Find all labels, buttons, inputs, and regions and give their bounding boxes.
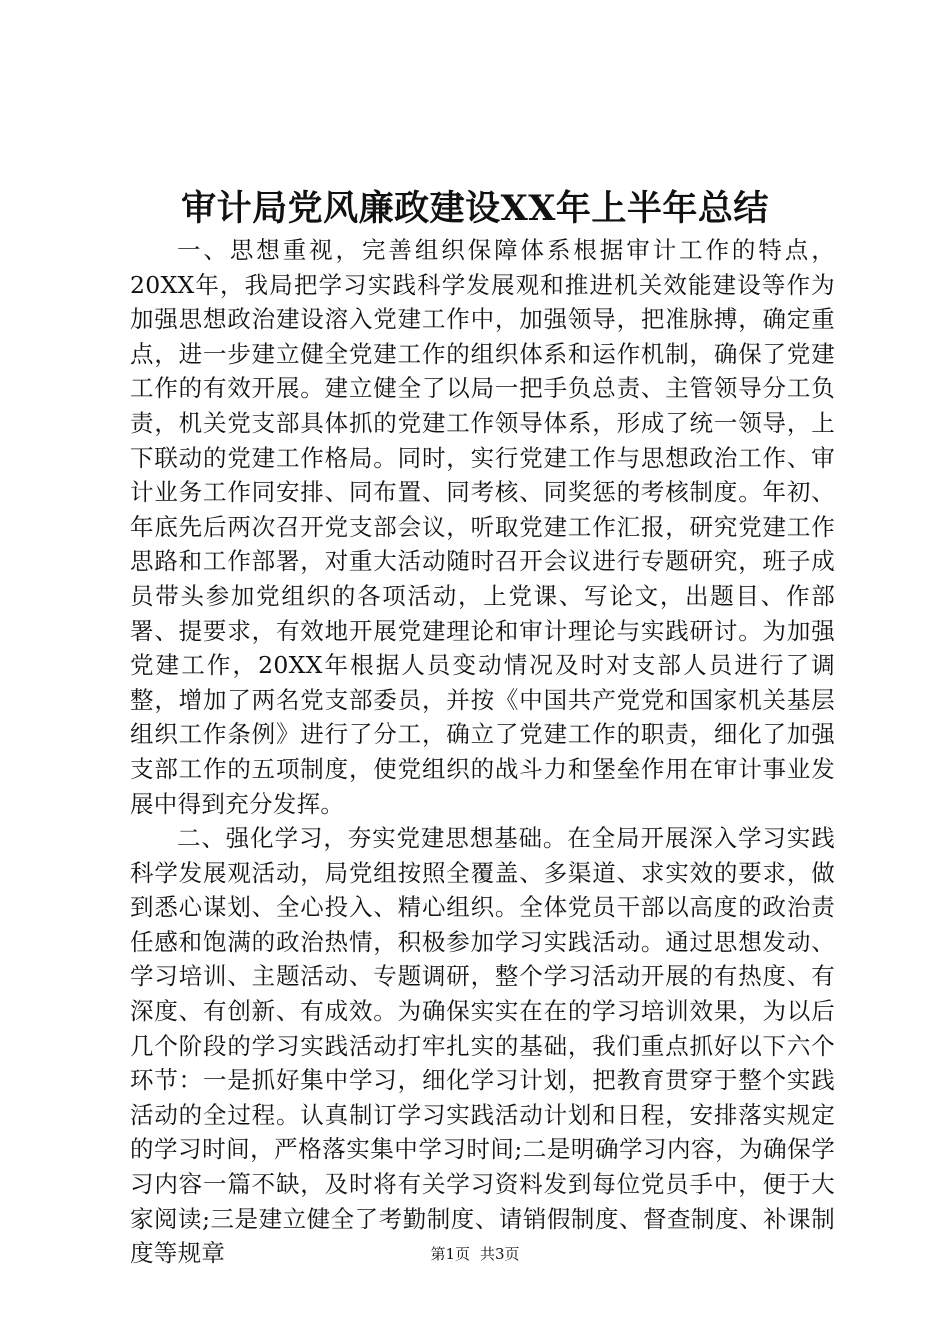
paragraph-1: 一、思想重视，完善组织保障体系根据审计工作的特点，20XX年，我局把学习实践科学发展观和推进机关效能建设等作为加强思想政治建设溶入党建工作中，加强领导，把准脉搏，确定重点，进一步建立健全党建工作的组织体系和运作机制，确保了党建工作的有效开展。建立健全了以局一把手负总责、主管领导分工负责，机关党支部具体抓的党建工作领导体系，形成了统一领导，上下联动的党建工作格局。同时，实行党建工作与思想政治工作、审计业务工作同安排、同布置、同考核、同奖惩的考核制度。年初、年底先后两次召开党支部会议，听取党建工作汇报，研究党建工作思路和工作部署，对重大活动随时召开会议进行专题研究，班子成员带头参加党组织的各项活动，上党课、写论文，出题目、作部署、提要求，有效地开展党建理论和审计理论与实践研讨。为加强党建工作，20XX年根据人员变动情况及时对支部人员进行了调整，增加了两名党支部委员，并按《中国共产党党和国家机关基层组织工作条例》进行了分工，确立了党建工作的职责，细化了加强支部工作的五项制度，使党组织的战斗力和堡垒作用在审计事业发展中得到充分发挥。 — [130, 236, 835, 818]
document-body — [130, 233, 835, 1271]
page-footer — [0, 1243, 950, 1265]
page-total: 共3页 — [480, 1245, 520, 1263]
paragraph-2: 二、强化学习，夯实党建思想基础。在全局开展深入学习实践科学发展观活动，局党组按照全覆盖、多渠道、求实效的要求，做到悉心谋划、全心投入、精心组织。全体党员干部以高度的政治责任感和饱满的政治热情，积极参加学习实践活动。通过思想发动、学习培训、主题活动、专题调研，整个学习活动开展的有热度、有深度、有创新、有成效。为确保实实在在的学习培训效果，为以后几个阶段的学习实践活动打牢扎实的基础，我们重点抓好以下六个环节：一是抓好集中学习，细化学习计划，把教育贯穿于整个实践活动的全过程。认真制订学习实践活动计划和日程，安排落实规定的学习时间，严格落实集中学习时间;二是明确学习内容，为确保学习内容一篇不缺，及时将有关学习资料发到每位党员手中，便于大家阅读;三是建立健全了考勤制度、请销假制度、督查制度、补课制度等规章 — [130, 824, 835, 1268]
document-title: 审计局党风廉政建设XX年上半年总结 — [181, 188, 769, 229]
page-number: 第1页 — [430, 1245, 470, 1263]
